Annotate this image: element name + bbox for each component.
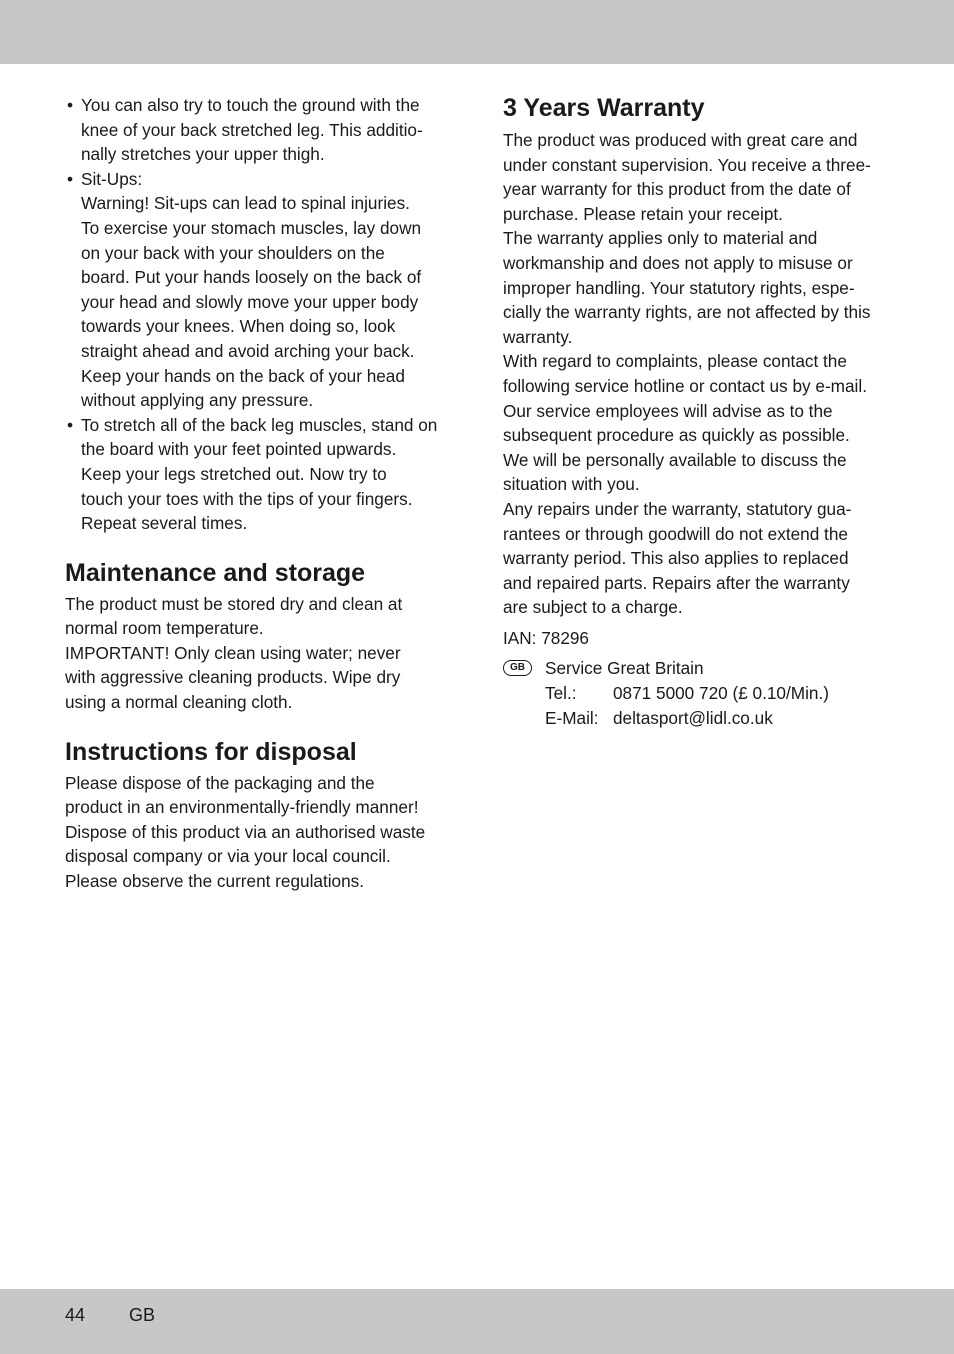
- text-line: are subject to a charge.: [503, 597, 683, 618]
- email-value: deltasport@lidl.co.uk: [613, 707, 773, 728]
- text-line: Please observe the current regulations.: [65, 871, 365, 892]
- text-line: workmanship and does not apply to misuse or: [503, 252, 853, 273]
- gb-country-badge-icon: GB: [503, 660, 532, 676]
- text-line: Please dispose of the packaging and the: [65, 772, 375, 793]
- text-line: Warning! Sit-ups can lead to spinal injuries.: [81, 193, 410, 214]
- bullet-dot: •: [67, 168, 74, 189]
- bullet-item-leg-stretch: [65, 93, 455, 167]
- maintenance-paragraph: [65, 592, 455, 715]
- text-line: subsequent procedure as quickly as possible.: [503, 425, 850, 446]
- text-line: using a normal cleaning cloth.: [65, 692, 293, 713]
- text-line: straight ahead and avoid arching your back.: [81, 340, 415, 361]
- text-line: You can also try to touch the ground with the: [81, 95, 420, 115]
- text-line: product in an environmentally-friendly manner!: [65, 797, 419, 818]
- language-code: GB: [129, 1305, 156, 1325]
- right-column: [503, 93, 903, 730]
- tel-label: Tel.:: [545, 683, 577, 704]
- text-line: To stretch all of the back leg muscles, stand on: [81, 414, 438, 435]
- left-column: [65, 93, 455, 894]
- text-line: touch your toes with the tips of your fingers.: [81, 488, 413, 509]
- bullet-title: Sit-Ups:: [81, 168, 143, 189]
- text-line: Our service employees will advise as to the: [503, 400, 833, 421]
- email-row: [545, 706, 903, 731]
- text-line: knee of your back stretched leg. This additio-: [81, 119, 423, 140]
- text-line: purchase. Please retain your receipt.: [503, 203, 783, 224]
- text-line: warranty period. This also applies to replaced: [503, 548, 849, 569]
- text-line: and repaired parts. Repairs after the warranty: [503, 572, 850, 593]
- bullet-item-sit-ups: [65, 167, 455, 413]
- text-line: Any repairs under the warranty, statutory gua-: [503, 498, 852, 519]
- service-title: Service Great Britain: [545, 658, 704, 679]
- page-number: 44: [65, 1305, 86, 1325]
- text-line: following service hotline or contact us by e-mail.: [503, 375, 867, 396]
- tel-row: [545, 681, 903, 706]
- warranty-heading: 3 Years Warranty: [503, 94, 705, 122]
- text-line: rantees or through goodwill do not extend the: [503, 523, 848, 544]
- text-line: under constant supervision. You receive a three-: [503, 154, 871, 175]
- warranty-paragraph: [503, 128, 903, 620]
- text-line: The warranty applies only to material and: [503, 228, 818, 249]
- disposal-heading: Instructions for disposal: [65, 737, 357, 766]
- text-line: The product was produced with great care and: [503, 130, 858, 150]
- header-band: [0, 0, 954, 64]
- text-line: towards your knees. When doing so, look: [81, 316, 396, 337]
- tel-value: 0871 5000 720 (£ 0.10/Min.): [613, 683, 829, 704]
- text-line: with aggressive cleaning products. Wipe dry: [65, 667, 401, 688]
- text-line: warranty.: [503, 326, 573, 347]
- text-line: To exercise your stomach muscles, lay down: [81, 217, 422, 238]
- bullet-dot: •: [67, 95, 74, 115]
- text-line: your head and slowly move your upper body: [81, 291, 419, 312]
- text-line: disposal company or via your local council.: [65, 846, 391, 867]
- text-line: With regard to complaints, please contact the: [503, 351, 847, 372]
- ian-number: IAN: 78296: [503, 627, 589, 648]
- text-line: Keep your hands on the back of your head: [81, 365, 405, 386]
- disposal-paragraph: [65, 771, 455, 894]
- bullet-dot: •: [67, 414, 74, 435]
- service-contact: [503, 656, 903, 730]
- text-line: Keep your legs stretched out. Now try to: [81, 463, 387, 484]
- text-line: nally stretches your upper thigh.: [81, 144, 325, 165]
- text-line: We will be personally available to discuss the: [503, 449, 847, 470]
- text-line: Dispose of this product via an authorised waste: [65, 821, 426, 842]
- text-line: board. Put your hands loosely on the back of: [81, 267, 422, 288]
- text-line: The product must be stored dry and clean at: [65, 593, 403, 614]
- text-line: without applying any pressure.: [81, 390, 314, 411]
- text-line: on your back with your shoulders on the: [81, 242, 385, 263]
- text-line: IMPORTANT! Only clean using water; never: [65, 642, 401, 663]
- bullet-item-back-leg-stretch: [65, 413, 455, 536]
- text-line: normal room temperature.: [65, 618, 264, 639]
- text-line: year warranty for this product from the date of: [503, 179, 851, 200]
- text-line: the board with your feet pointed upwards.: [81, 439, 397, 460]
- text-line: cially the warranty rights, are not affected by this: [503, 302, 871, 323]
- maintenance-heading: Maintenance and storage: [65, 558, 366, 587]
- text-line: Repeat several times.: [81, 513, 248, 534]
- text-line: improper handling. Your statutory rights, espe-: [503, 277, 855, 298]
- text-line: situation with you.: [503, 474, 640, 495]
- email-label: E-Mail:: [545, 707, 599, 728]
